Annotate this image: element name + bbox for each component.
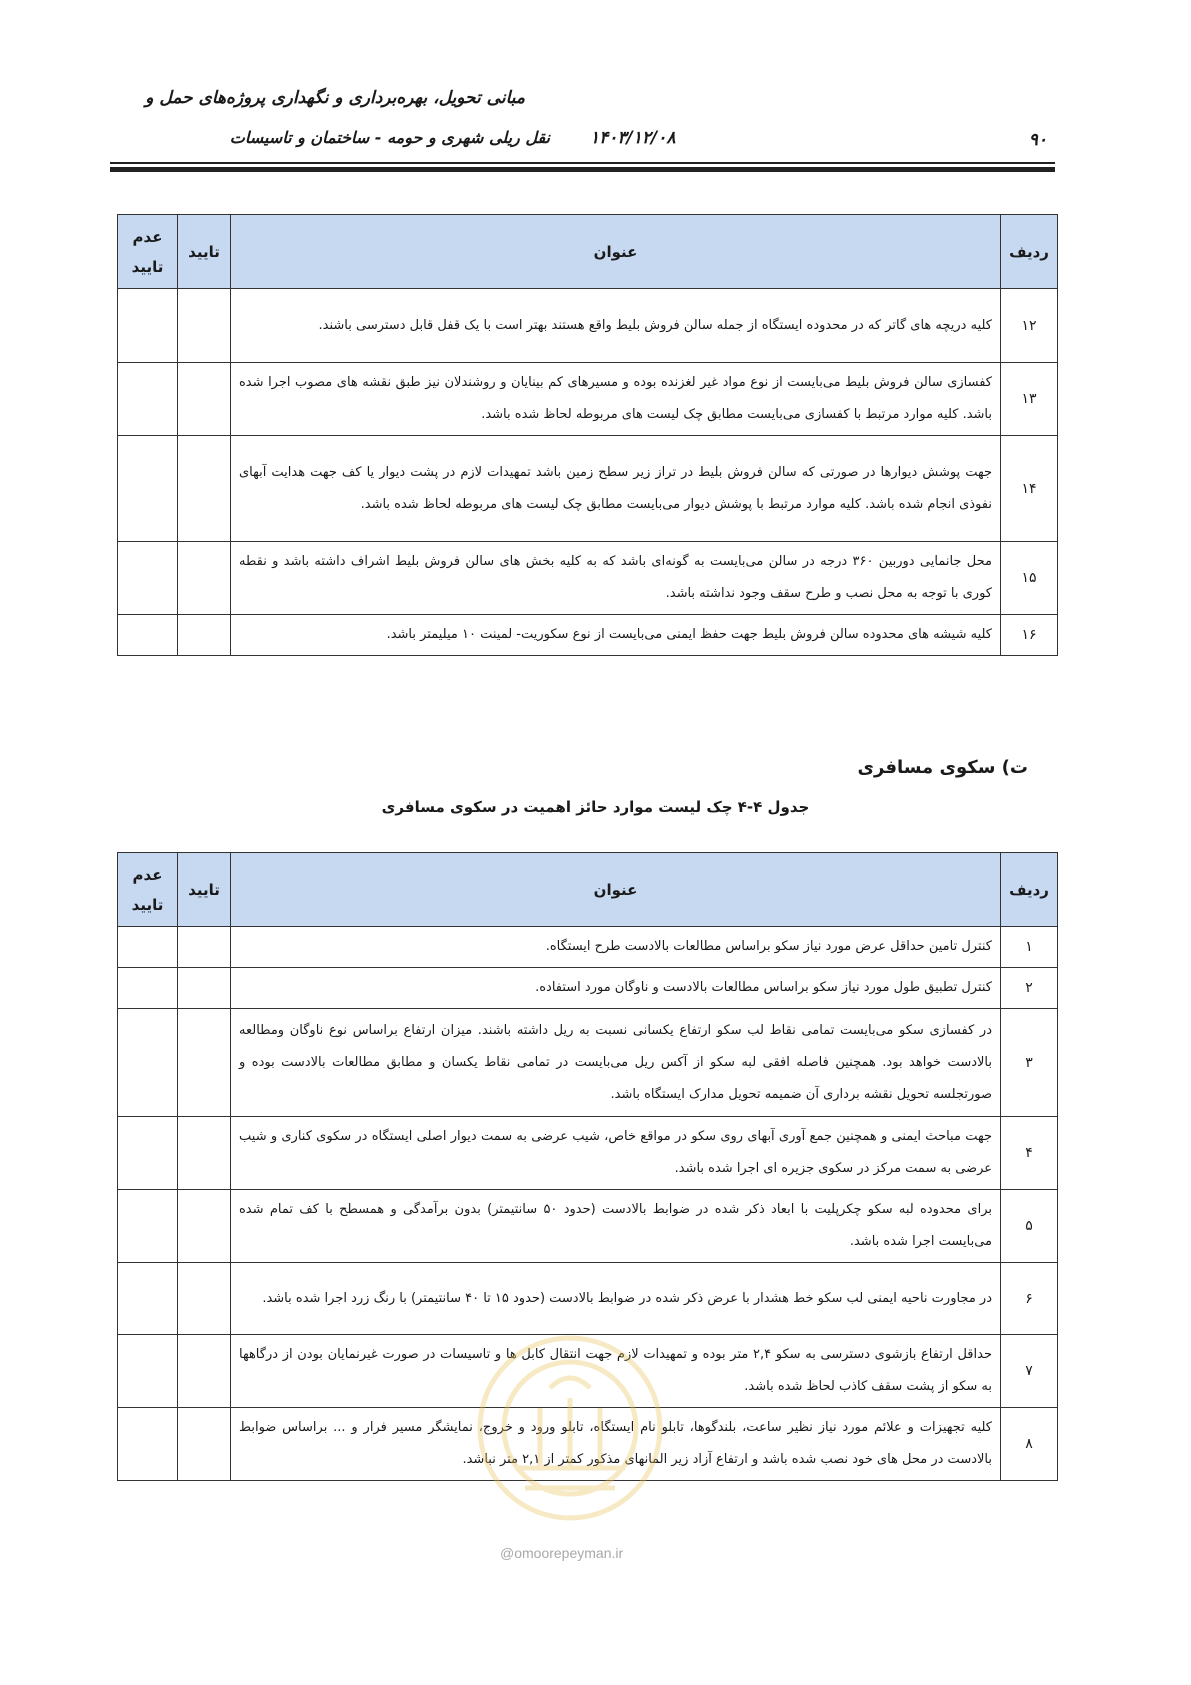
table-body (118, 289, 1058, 656)
row-number: ۳ (1001, 1009, 1058, 1117)
header-rule-thin (110, 162, 1055, 164)
header-rule-thick (110, 167, 1055, 172)
row-text: حداقل ارتفاع بازشوی دسترسی به سکو ۲,۴ متر بوده و تمهیدات لازم جهت انتقال کابل ها و تاسیسات در صورت غیرنمایان بودن از درگاهها به سکو از پشت سقف کاذب لحاظ شده باشد. (231, 1335, 1001, 1408)
col-header-title: عنوان (231, 215, 1001, 289)
table-row (118, 1263, 1058, 1335)
row-text: در مجاورت ناحیه ایمنی لب سکو خط هشدار با عرض ذکر شده در ضوابط بالادست (حدود ۱۵ تا ۴۰ سانتیمتر) با رنگ زرد اجرا شده باشد. (231, 1263, 1001, 1335)
reject-cell[interactable] (118, 1190, 178, 1263)
row-number: ۶ (1001, 1263, 1058, 1335)
reject-cell[interactable] (118, 1263, 178, 1335)
approve-cell[interactable] (178, 436, 231, 542)
reject-cell[interactable] (118, 363, 178, 436)
checklist-table-platform (117, 852, 1058, 1481)
table-row (118, 542, 1058, 615)
header-date: ۱۴۰۳/۱۲/۰۸ (590, 128, 676, 148)
table-row (118, 363, 1058, 436)
approve-cell[interactable] (178, 542, 231, 615)
col-header-reject-line2: تایید (131, 257, 164, 276)
col-header-approve: تایید (178, 215, 231, 289)
approve-cell[interactable] (178, 1190, 231, 1263)
table-row (118, 436, 1058, 542)
col-header-approve: تایید (178, 853, 231, 927)
row-text: کفسازی سالن فروش بلیط می‌بایست از نوع مواد غیر لغزنده بوده و مسیرهای کم بینایان و روشندلان نیز طبق نقشه های مصوب اجرا شده باشد. کلیه موارد مرتبط با کفسازی می‌بایست مطابق چک لیست های مربوطه لحاظ شده باشد. (231, 363, 1001, 436)
row-text: محل جانمایی دوربین ۳۶۰ درجه در سالن می‌بایست به گونه‌ای باشد که به کلیه بخش های سالن فروش بلیط اشراف داشته باشد و نقطه کوری با توجه به محل نصب و طرح سقف وجود نداشته باشد. (231, 542, 1001, 615)
approve-cell[interactable] (178, 1117, 231, 1190)
row-text: برای محدوده لبه سکو چکرپلیت با ابعاد ذکر شده در ضوابط بالادست (حدود ۵۰ سانتیمتر) بدون برآمدگی و همسطح با کف تمام شده می‌بایست اجرا شده باشد. (231, 1190, 1001, 1263)
row-number: ۸ (1001, 1408, 1058, 1481)
reject-cell[interactable] (118, 615, 178, 656)
table-row (118, 1117, 1058, 1190)
row-text: کلیه شیشه های محدوده سالن فروش بلیط جهت حفظ ایمنی می‌بایست از نوع سکوریت- لمینت ۱۰ میلیمتر باشد. (231, 615, 1001, 656)
table-row (118, 1190, 1058, 1263)
table-caption: جدول ۴-۴ چک لیست موارد حائز اهمیت در سکوی مسافری (381, 798, 810, 816)
row-text: کنترل تطبیق طول مورد نیاز سکو براساس مطالعات بالادست و ناوگان مورد استفاده. (231, 968, 1001, 1009)
row-number: ۲ (1001, 968, 1058, 1009)
row-text: در کفسازی سکو می‌بایست تمامی نقاط لب سکو ارتفاع یکسانی نسبت به ریل داشته باشند. میزان ارتفاع براساس نوع ناوگان ومطالعه بالادست خواهد بود. همچنین فاصله افقی لبه سکو از آکس ریل می‌بایست در تمامی نقاط یکسان و مطابق مطالعات بالادست بوده و صورتجلسه تحویل نقشه برداری آن ضمیمه تحویل مدارک ایستگاه باشد. (231, 1009, 1001, 1117)
approve-cell[interactable] (178, 1009, 231, 1117)
table-row (118, 1335, 1058, 1408)
approve-cell[interactable] (178, 615, 231, 656)
row-text: کلیه دریچه های گاتر که در محدوده ایستگاه از جمله سالن فروش بلیط واقع هستند بهتر است با یک قفل قابل دسترسی باشند. (231, 289, 1001, 363)
approve-cell[interactable] (178, 363, 231, 436)
col-header-reject (118, 215, 178, 289)
col-header-reject (118, 853, 178, 927)
table-row (118, 615, 1058, 656)
row-text: کنترل تامین حداقل عرض مورد نیاز سکو براساس مطالعات بالادست طرح ایستگاه. (231, 927, 1001, 968)
col-header-reject-line1: عدم (132, 227, 163, 246)
row-number: ۷ (1001, 1335, 1058, 1408)
table-row (118, 927, 1058, 968)
row-number: ۱۴ (1001, 436, 1058, 542)
table-row (118, 1009, 1058, 1117)
table-body (118, 927, 1058, 1481)
section-title: ت) سکوی مسافری (857, 757, 1028, 778)
row-number: ۵ (1001, 1190, 1058, 1263)
approve-cell[interactable] (178, 1335, 231, 1408)
reject-cell[interactable] (118, 1408, 178, 1481)
approve-cell[interactable] (178, 927, 231, 968)
reject-cell[interactable] (118, 968, 178, 1009)
page-header (110, 80, 1055, 180)
reject-cell[interactable] (118, 1335, 178, 1408)
table-row (118, 1408, 1058, 1481)
reject-cell[interactable] (118, 542, 178, 615)
page-number: ۹۰ (1028, 130, 1047, 150)
approve-cell[interactable] (178, 968, 231, 1009)
row-number: ۱۶ (1001, 615, 1058, 656)
approve-cell[interactable] (178, 1263, 231, 1335)
row-text: جهت پوشش دیوارها در صورتی که سالن فروش بلیط در تراز زیر سطح زمین باشد تمهیدات لازم در پشت دیوار یا کف جهت هدایت آبهای نفوذی انجام شده باشد. کلیه موارد مرتبط با پوشش دیوار می‌بایست مطابق چک لیست های مربوطه لحاظ شده باشد. (231, 436, 1001, 542)
row-number: ۱۲ (1001, 289, 1058, 363)
reject-cell[interactable] (118, 289, 178, 363)
table-row (118, 289, 1058, 363)
col-header-row-number: ردیف (1001, 853, 1058, 927)
table-row (118, 968, 1058, 1009)
row-number: ۱۵ (1001, 542, 1058, 615)
reject-cell[interactable] (118, 1009, 178, 1117)
reject-cell[interactable] (118, 927, 178, 968)
col-header-title: عنوان (231, 853, 1001, 927)
row-text: جهت مباحث ایمنی و همچنین جمع آوری آبهای روی سکو در مواقع خاص، شیب عرضی به سمت دیوار اصلی ایستگاه در سکوی کناری و شیب عرضی به سمت مرکز در سکوی جزیره ای اجرا شده باشد. (231, 1117, 1001, 1190)
table-header-row (118, 215, 1058, 289)
watermark-text: @omoorepeyman.ir (500, 1545, 624, 1561)
row-number: ۴ (1001, 1117, 1058, 1190)
col-header-reject-line2: تایید (131, 895, 164, 914)
approve-cell[interactable] (178, 289, 231, 363)
col-header-row-number: ردیف (1001, 215, 1058, 289)
approve-cell[interactable] (178, 1408, 231, 1481)
row-text: کلیه تجهیزات و علائم مورد نیاز نظیر ساعت، بلندگوها، تابلو نام ایستگاه، تابلو ورود و خروج، نمایشگر مسیر فرار و ... براساس ضوابط بالادست در محل های خود نصب شده باشد و ارتفاع آزاد زیر المانهای مذکور کمتر از ۲,۱ متر نباشد. (231, 1408, 1001, 1481)
col-header-reject-line1: عدم (132, 865, 163, 884)
checklist-table-ticket-hall (117, 214, 1058, 656)
reject-cell[interactable] (118, 1117, 178, 1190)
table-header-row (118, 853, 1058, 927)
header-title-line2: نقل ریلی شهری و حومه - ساختمان و تاسیسات (229, 128, 550, 147)
row-number: ۱ (1001, 927, 1058, 968)
row-number: ۱۳ (1001, 363, 1058, 436)
reject-cell[interactable] (118, 436, 178, 542)
header-title-line1: مبانی تحویل، بهره‌برداری و نگهداری پروژه‌های حمل و (145, 88, 525, 108)
